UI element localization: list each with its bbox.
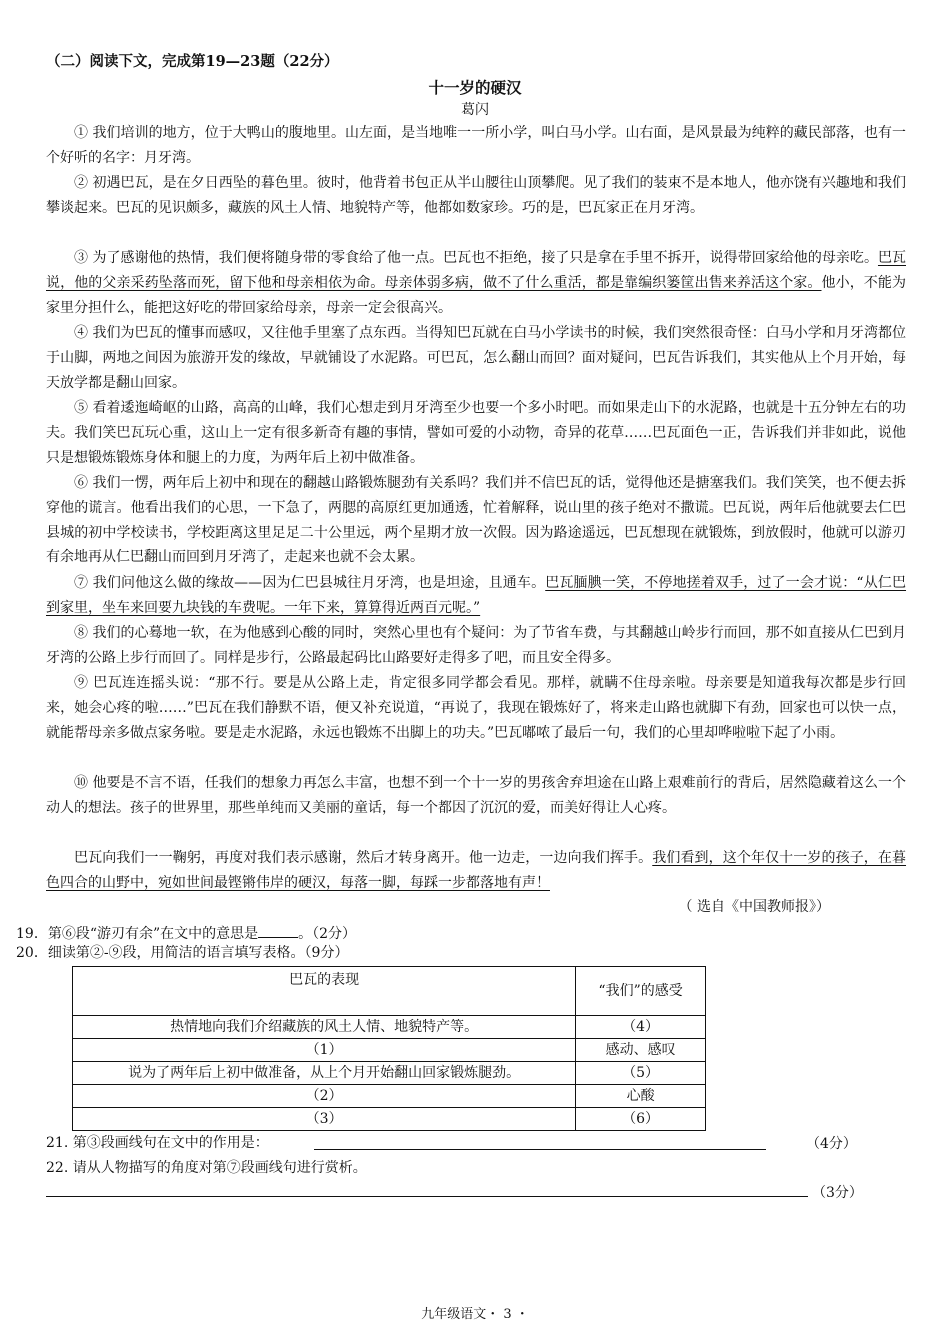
paragraph-10: ⑩ 他要是不言不语，任我们的想象力再怎么丰富，也想不到一个十一岁的男孩舍弃坦途在山路上艰难前行的背后，居然隐藏着这么一个动人的想法。孩子的世界里，那些单纯而又美丽的童话，每一个都因了沉沉的爱，而美好得让人心疼。 bbox=[46, 775, 906, 816]
paragraph-7-text: ⑦ 我们问他这么做的缘故——因为仁巴县城往月牙湾，也是坦途，且通车。 bbox=[74, 575, 546, 591]
question-19-answer-blank[interactable] bbox=[258, 923, 298, 938]
table-cell: 心酸 bbox=[576, 1085, 706, 1108]
table-cell: 感动、感叹 bbox=[576, 1039, 706, 1062]
paragraph-5: ⑤ 看着逶迤崎岖的山路，高高的山峰，我们心想走到月牙湾至少也要一个多小时吧。而如果走山下的水泥路，也就是十五分钟左右的功夫。我们笑巴瓦玩心重，这山上一定有很多新奇有趣的事情，譬如可爱的小动物，奇异的花草……巴瓦面色一正，告诉我们并非如此，说他只是想锻炼锻炼身体和腿上的力度，为两年后上初中做准备。 bbox=[46, 400, 906, 466]
table-answer-cell[interactable]: （4） bbox=[576, 1016, 706, 1039]
paragraph-6: ⑥ 我们一愣，两年后上初中和现在的翻越山路锻炼腿劲有关系吗？我们并不信巴瓦的话，觉得他还是搪塞我们。我们笑笑，也不便去拆穿他的谎言。他看出我们的心思，一下急了，两腮的高原红更加通透，忙着解释，说山里的孩子绝对不撒谎。巴瓦说，两年后他就要去仁巴县城的初中学校读书，学校距离这里足足二十公里远，两个星期才放一次假。因为路途遥远，巴瓦想现在就锻炼，到放假时，他就可以游刃有余地再从仁巴翻山而回到月牙湾了，走起来也就不会太累。 bbox=[46, 475, 906, 566]
paragraph-1: ① 我们培训的地方，位于大鸭山的腹地里。山左面，是当地唯一一所小学，叫白马小学。山右面，是风景最为纯粹的藏民部落，也有一个好听的名字：月牙湾。 bbox=[46, 125, 906, 166]
table-row bbox=[73, 1062, 706, 1085]
table-answer-cell[interactable]: （1） bbox=[73, 1039, 576, 1062]
table-row bbox=[73, 1085, 706, 1108]
question-21-answer-line[interactable] bbox=[314, 1149, 766, 1150]
table-answer-cell[interactable]: （6） bbox=[576, 1108, 706, 1131]
paragraph-7 bbox=[46, 571, 906, 621]
paragraph-4: ④ 我们为巴瓦的懂事而感叹，又往他手里塞了点东西。当得知巴瓦就在白马小学读书的时候，我们突然很奇怪：白马小学和月牙湾都位于山脚，两地之间因为旅游开发的缘故，早就铺设了水泥路。可巴瓦，怎么翻山而回？面对疑问，巴瓦告诉我们，其实他从上个月开始，每天放学都是翻山回家。 bbox=[46, 325, 906, 391]
table-header-row bbox=[73, 967, 706, 1016]
paragraph-11-text: 巴瓦向我们一一鞠躬，再度对我们表示感谢，然后才转身离开。他一边走，一边向我们挥手。 bbox=[74, 850, 653, 866]
question-19-text: 19．第⑥段“游刃有余”在文中的意思是 bbox=[16, 926, 259, 942]
question-22: 22. 请从人物描写的角度对第⑦段画线句进行赏析。 bbox=[46, 1160, 367, 1176]
table-row bbox=[73, 1039, 706, 1062]
article-author: 葛闪 bbox=[461, 102, 489, 118]
question-20: 20．细读第②-⑨段，用简洁的语言填写表格。（9分） bbox=[16, 945, 349, 961]
answer-table bbox=[72, 966, 706, 1131]
page-footer: 九年级语文・ 3 ・ bbox=[421, 1307, 529, 1322]
question-19-score: 。（2分） bbox=[298, 926, 357, 942]
paragraph-3-text: ③ 为了感谢他的热情，我们便将随身带的零食给了他一点。巴瓦也不拒绝，接了只是拿在手里不拆开，说得带回家给他的母亲吃。 bbox=[74, 250, 878, 266]
question-21-score: （4分） bbox=[806, 1136, 857, 1152]
paragraph-3-tail: 他小，不能为家里分担什么，能把这好吃的带回家给母亲，母亲一定会很高兴。 bbox=[46, 274, 907, 316]
table-cell: 热情地向我们介绍藏族的风土人情、地貌特产等。 bbox=[73, 1016, 576, 1039]
question-21: 21. 第③段画线句在文中的作用是： bbox=[46, 1135, 269, 1151]
paragraph-7-underlined-sentence: 巴瓦腼腆一笑，不停地搓着双手，过了一会才说：“从仁巴到家里，坐车来回要九块钱的车费呢。一年下来，算算得近两百元呢。” bbox=[46, 575, 907, 616]
table-header-cell: “我们”的感受 bbox=[576, 967, 706, 1016]
paragraph-3-underlined-sentence: 巴瓦说，他的父亲采药坠落而死，留下他和母亲相依为命。母亲体弱多病，做不了什么重活，都是靠编织篓筐出售来养活这个家。 bbox=[46, 250, 906, 291]
table-cell: 说为了两年后上初中做准备，从上个月开始翻山回家锻炼腿劲。 bbox=[73, 1062, 576, 1085]
paragraph-11-underlined-sentence: 我们看到，这个年仅十一岁的孩子，在暮色四合的山野中，宛如世间最铿锵伟岸的硬汉，每落一脚，每踩一步都落地有声！ bbox=[46, 850, 907, 891]
table-answer-cell[interactable]: （2） bbox=[73, 1085, 576, 1108]
table-answer-cell[interactable]: （3） bbox=[73, 1108, 576, 1131]
article-title: 十一岁的硬汉 bbox=[428, 78, 522, 97]
paragraph-3 bbox=[46, 246, 906, 320]
paragraph-2: ② 初遇巴瓦，是在夕日西坠的暮色里。彼时，他背着书包正从半山腰往山顶攀爬。见了我们的装束不是本地人，他亦饶有兴趣地和我们攀谈起来。巴瓦的见识颇多，藏族的风土人情、地貌特产等，他都如数家珍。巧的是，巴瓦家正在月牙湾。 bbox=[46, 175, 906, 216]
table-header-cell: 巴瓦的表现 bbox=[73, 967, 576, 1016]
question-22-score: （3分） bbox=[812, 1185, 863, 1201]
paragraph-8: ⑧ 我们的心蓦地一软，在为他感到心酸的同时，突然心里也有个疑问：为了节省车费，与其翻越山岭步行而回，那不如直接从仁巴到月牙湾的公路上步行而回了。同样是步行，公路最起码比山路要好走得多了吧，而且安全得多。 bbox=[46, 625, 906, 666]
question-22-answer-line[interactable] bbox=[46, 1196, 808, 1197]
question-19 bbox=[16, 923, 356, 944]
section-title: （二）阅读下文，完成第19—23题（22分） bbox=[46, 53, 339, 70]
table-row bbox=[73, 1108, 706, 1131]
article-source: （ 选自《中国教师报》） bbox=[678, 899, 830, 915]
paragraph-9: ⑨ 巴瓦连连摇头说：“那不行。要是从公路上走，肯定很多同学都会看见。那样，就瞒不住母亲啦。母亲要是知道我每次都是步行回来，她会心疼的啦……”巴瓦在我们静默不语，便又补充说道，“再说了，我现在锻炼好了，将来走山路也就脚下有劲，回家也可以快一点，就能帮母亲多做点家务啦。要是走水泥路，永远也锻炼不出脚上的功夫。”巴瓦嘟哝了最后一句，我们的心里却哗啦啦下起了小雨。 bbox=[46, 675, 906, 741]
table-answer-cell[interactable]: （5） bbox=[576, 1062, 706, 1085]
paragraph-11 bbox=[46, 846, 906, 896]
table-row bbox=[73, 1016, 706, 1039]
